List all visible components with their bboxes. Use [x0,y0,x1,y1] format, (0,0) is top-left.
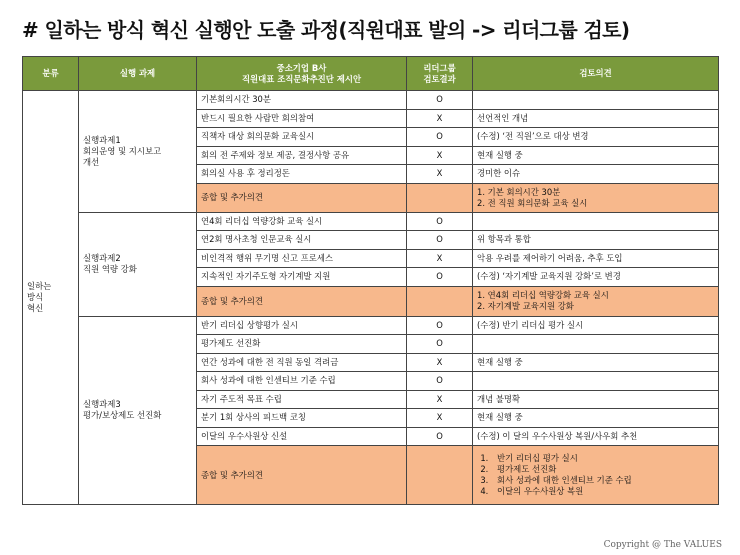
result-cell: O [407,427,473,446]
header-result-line1: 리더그룹 [423,62,456,73]
result-cell: O [407,212,473,231]
header-opinion: 검토의견 [473,57,719,91]
summary-point: 2. 전 직원 회의문화 교육 실시 [477,197,588,208]
opinion-cell: 악용 우려를 제어하기 어려움, 추후 도입 [473,249,719,268]
header-task: 실행 과제 [79,57,197,91]
header-result [407,57,473,91]
result-cell: O [407,128,473,147]
opinion-cell: 선언적인 개념 [473,109,719,128]
result-cell: X [407,353,473,372]
result-cell: O [407,316,473,335]
proposal-cell: 평가제도 선진화 [197,335,407,354]
review-table [22,56,719,505]
proposal-cell: 분기 1회 상사의 피드백 코칭 [197,409,407,428]
opinion-cell [473,91,719,110]
task-cell: 실행과제1 회의운영 및 지시보고 개선 [79,91,197,213]
category-cell: 일하는 방식 혁신 [23,91,79,505]
summary-result-empty [407,446,473,505]
summary-point: 1. 기본 회의시간 30분 [477,186,561,197]
summary-opinion [473,446,719,505]
task-cell: 실행과제3 평가/보상제도 선진화 [79,316,197,505]
summary-point: 4. 이달의 우수사원상 복원 [491,486,714,497]
result-cell: X [407,409,473,428]
header-proposal-line2: 직원대표 조직문화추진단 제시안 [241,73,362,84]
opinion-cell: 현재 실행 중 [473,146,719,165]
summary-list [477,453,714,497]
result-cell: O [407,335,473,354]
summary-point: 1. 반기 리더십 평가 실시 [491,453,714,464]
summary-point: 3. 회사 성과에 대한 인센티브 기준 수립 [491,475,714,486]
opinion-cell [473,335,719,354]
result-cell: O [407,268,473,287]
result-cell: X [407,109,473,128]
proposal-cell: 반기 리더십 상향평가 실시 [197,316,407,335]
opinion-cell [473,372,719,391]
result-cell: X [407,249,473,268]
proposal-cell: 회사 성과에 대한 인센티브 기준 수립 [197,372,407,391]
opinion-cell: (수정) ‘전 직원’으로 대상 변경 [473,128,719,147]
opinion-cell: (수정) 반기 리더십 평가 실시 [473,316,719,335]
proposal-cell: 연간 성과에 대한 전 직원 동일 격려금 [197,353,407,372]
table-body [23,91,719,505]
proposal-cell: 회의실 사용 후 정리정돈 [197,165,407,184]
summary-label: 종합 및 추가의견 [197,183,407,212]
table-row [23,212,719,231]
header-proposal [197,57,407,91]
result-cell: X [407,165,473,184]
header-proposal-line1: 중소기업 B사 [276,62,327,73]
opinion-cell: 현재 실행 중 [473,409,719,428]
header-category: 분류 [23,57,79,91]
header-result-line2: 검토결과 [423,73,456,84]
table-header-row [23,57,719,91]
table-row [23,91,719,110]
proposal-cell: 지속적인 자기주도형 자기계발 지원 [197,268,407,287]
result-cell: O [407,91,473,110]
summary-result-empty [407,286,473,316]
proposal-cell: 기본회의시간 30분 [197,91,407,110]
summary-label: 종합 및 추가의견 [197,446,407,505]
proposal-cell: 직책자 대상 회의문화 교육실시 [197,128,407,147]
task-cell: 실행과제2 직원 역량 강화 [79,212,197,316]
result-cell: O [407,372,473,391]
proposal-cell: 연2회 명사초청 인문교육 실시 [197,231,407,250]
opinion-cell [473,212,719,231]
opinion-cell: 경미한 이슈 [473,165,719,184]
opinion-cell: 현재 실행 중 [473,353,719,372]
opinion-cell: 개념 불명확 [473,390,719,409]
table-row [23,316,719,335]
summary-opinion [473,286,719,316]
result-cell: O [407,231,473,250]
copyright: Copyright @ The VALUES [603,540,722,550]
opinion-cell: (수정) 이 달의 우수사원상 복원/사우회 추천 [473,427,719,446]
summary-point: 1. 연4회 리더십 역량강화 교육 실시 [477,290,609,300]
result-cell: X [407,390,473,409]
proposal-cell: 연4회 리더십 역량강화 교육 실시 [197,212,407,231]
summary-point: 2. 평가제도 선진화 [491,464,714,475]
page-title: # 일하는 방식 혁신 실행안 도출 과정(직원대표 발의 -> 리더그룹 검토) [22,18,630,42]
proposal-cell: 회의 전 주제와 정보 제공, 결정사항 공유 [197,146,407,165]
summary-result-empty [407,183,473,212]
summary-label: 종합 및 추가의견 [197,286,407,316]
proposal-cell: 반드시 필요한 사람만 회의참여 [197,109,407,128]
proposal-cell: 비인격적 행위 무기명 신고 프로세스 [197,249,407,268]
summary-opinion [473,183,719,212]
summary-point: 2. 자기계발 교육지원 강화 [477,301,574,311]
proposal-cell: 자기 주도적 목표 수립 [197,390,407,409]
result-cell: X [407,146,473,165]
proposal-cell: 이달의 우수사원상 신설 [197,427,407,446]
opinion-cell: (수정) ‘자기계발 교육지원 강화’로 변경 [473,268,719,287]
opinion-cell: 위 항목과 통합 [473,231,719,250]
